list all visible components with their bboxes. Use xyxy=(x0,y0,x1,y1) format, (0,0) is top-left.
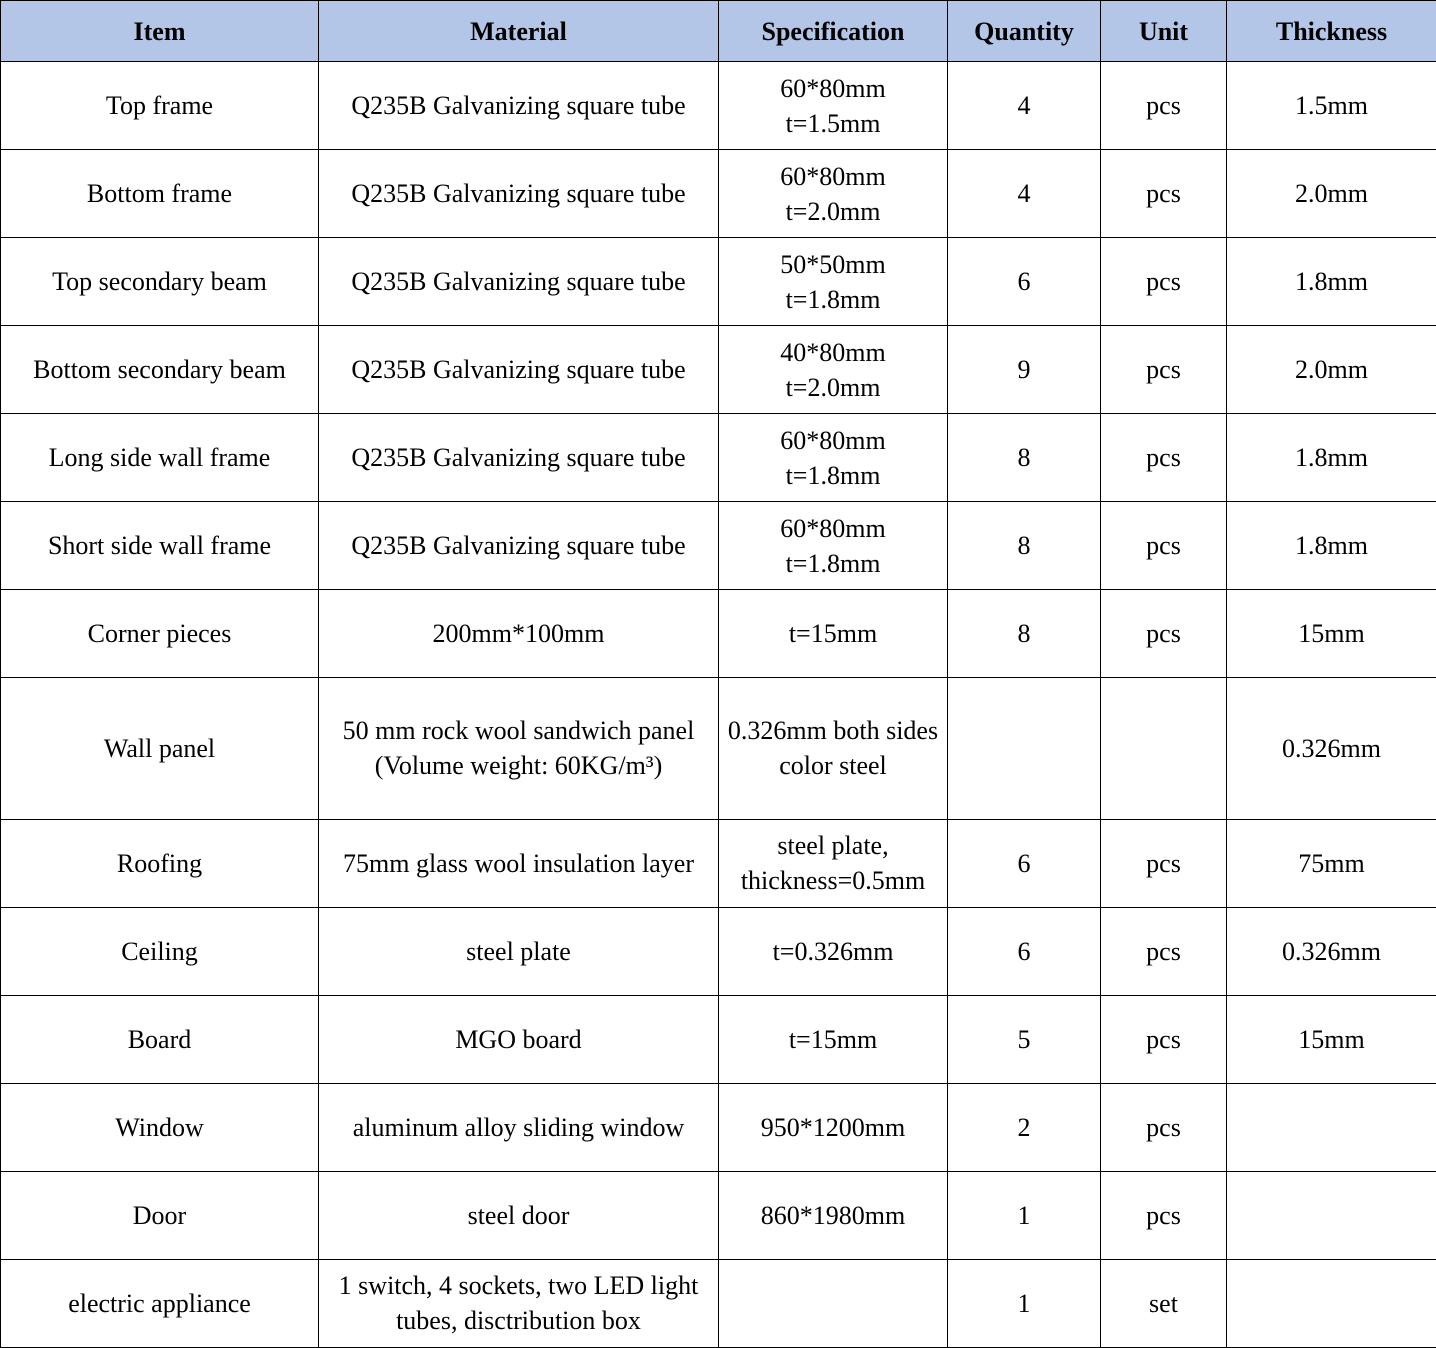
unit-cell: pcs xyxy=(1101,150,1227,238)
specification-cell-line: 50*50mm xyxy=(780,249,886,279)
unit-cell: pcs xyxy=(1101,819,1227,907)
material-cell xyxy=(319,678,719,819)
specification-cell xyxy=(719,502,948,590)
specification-cell-line: 60*80mm xyxy=(780,161,886,191)
specification-cell xyxy=(719,1083,948,1171)
unit-cell: pcs xyxy=(1101,502,1227,590)
item-cell: Ceiling xyxy=(1,907,319,995)
table-row xyxy=(1,678,1436,819)
item-cell: Long side wall frame xyxy=(1,414,319,502)
unit-cell: pcs xyxy=(1101,414,1227,502)
quantity-cell: 9 xyxy=(948,326,1101,414)
specification-cell xyxy=(719,238,948,326)
table-row xyxy=(1,1259,1436,1347)
specification-cell-line: t=2.0mm xyxy=(785,196,881,226)
material-cell-line: 75mm glass wool insulation layer xyxy=(343,848,694,878)
specification-cell-line: steel plate, xyxy=(777,831,889,861)
table-row xyxy=(1,414,1436,502)
thickness-cell: 0.326mm xyxy=(1227,678,1436,819)
specification-cell-line: t=1.5mm xyxy=(785,108,881,138)
material-cell-line: 1 switch, 4 sockets, two LED light xyxy=(338,1271,699,1301)
material-cell xyxy=(319,238,719,326)
header-thickness: Thickness xyxy=(1227,1,1436,62)
item-cell: Top frame xyxy=(1,62,319,150)
quantity-cell xyxy=(948,678,1101,819)
thickness-cell xyxy=(1227,1259,1436,1347)
quantity-cell: 1 xyxy=(948,1171,1101,1259)
specification-cell-line: t=2.0mm xyxy=(785,372,881,402)
header-item: Item xyxy=(1,1,319,62)
specification-cell xyxy=(719,590,948,678)
unit-cell: pcs xyxy=(1101,590,1227,678)
material-cell xyxy=(319,502,719,590)
specification-cell-line: 40*80mm xyxy=(780,337,886,367)
item-cell: Short side wall frame xyxy=(1,502,319,590)
unit-cell: pcs xyxy=(1101,995,1227,1083)
material-cell-line: steel plate xyxy=(466,936,571,966)
quantity-cell: 4 xyxy=(948,62,1101,150)
item-cell: Window xyxy=(1,1083,319,1171)
specification-cell xyxy=(719,1259,948,1347)
item-cell: Wall panel xyxy=(1,678,319,819)
unit-cell: pcs xyxy=(1101,238,1227,326)
specification-cell xyxy=(719,414,948,502)
specification-cell xyxy=(719,1171,948,1259)
item-cell: Bottom secondary beam xyxy=(1,326,319,414)
header-unit: Unit xyxy=(1101,1,1227,62)
header-material: Material xyxy=(319,1,719,62)
material-cell-line: MGO board xyxy=(455,1024,582,1054)
material-cell xyxy=(319,819,719,907)
table-row xyxy=(1,150,1436,238)
specification-cell xyxy=(719,326,948,414)
specification-cell-line: t=15mm xyxy=(788,619,878,649)
material-cell xyxy=(319,995,719,1083)
specification-cell xyxy=(719,678,948,819)
header-row xyxy=(1,1,1436,62)
material-cell xyxy=(319,414,719,502)
thickness-cell: 1.8mm xyxy=(1227,414,1436,502)
thickness-cell: 1.5mm xyxy=(1227,62,1436,150)
item-cell: Roofing xyxy=(1,819,319,907)
specification-cell-line: color steel xyxy=(779,751,887,781)
specification-cell xyxy=(719,150,948,238)
item-cell: electric appliance xyxy=(1,1259,319,1347)
item-cell: Top secondary beam xyxy=(1,238,319,326)
thickness-cell xyxy=(1227,1083,1436,1171)
material-cell-line: Q235B Galvanizing square tube xyxy=(351,443,686,473)
table-row xyxy=(1,62,1436,150)
material-cell xyxy=(319,150,719,238)
material-cell-line: (Volume weight: 60KG/m³) xyxy=(374,751,663,781)
specification-cell xyxy=(719,62,948,150)
unit-cell: set xyxy=(1101,1259,1227,1347)
material-cell xyxy=(319,1083,719,1171)
thickness-cell: 1.8mm xyxy=(1227,502,1436,590)
table-row xyxy=(1,590,1436,678)
material-cell-line: 50 mm rock wool sandwich panel xyxy=(342,716,695,746)
specification-cell-line: 60*80mm xyxy=(780,425,886,455)
table-row xyxy=(1,1083,1436,1171)
quantity-cell: 8 xyxy=(948,502,1101,590)
quantity-cell: 6 xyxy=(948,238,1101,326)
unit-cell: pcs xyxy=(1101,326,1227,414)
material-cell xyxy=(319,326,719,414)
specification-cell-line: 60*80mm xyxy=(780,513,886,543)
material-cell-line: aluminum alloy sliding window xyxy=(352,1112,685,1142)
specification-cell xyxy=(719,995,948,1083)
unit-cell: pcs xyxy=(1101,1083,1227,1171)
specification-cell-line: 0.326mm both sides xyxy=(727,716,939,746)
thickness-cell: 0.326mm xyxy=(1227,907,1436,995)
header-specification: Specification xyxy=(719,1,948,62)
specification-cell xyxy=(719,819,948,907)
table-row xyxy=(1,1171,1436,1259)
thickness-cell: 15mm xyxy=(1227,995,1436,1083)
specification-cell-line: t=1.8mm xyxy=(785,548,881,578)
quantity-cell: 4 xyxy=(948,150,1101,238)
table-row xyxy=(1,326,1436,414)
material-cell-line: tubes, disctribution box xyxy=(396,1306,641,1336)
thickness-cell: 2.0mm xyxy=(1227,150,1436,238)
material-cell-line: Q235B Galvanizing square tube xyxy=(351,91,686,121)
unit-cell xyxy=(1101,678,1227,819)
quantity-cell: 1 xyxy=(948,1259,1101,1347)
material-cell xyxy=(319,62,719,150)
specification-cell-line: t=1.8mm xyxy=(785,284,881,314)
table-row xyxy=(1,907,1436,995)
specification-cell-line: t=15mm xyxy=(788,1024,878,1054)
table-row xyxy=(1,502,1436,590)
material-cell xyxy=(319,1259,719,1347)
table-row xyxy=(1,238,1436,326)
material-cell-line: steel door xyxy=(467,1200,570,1230)
item-cell: Corner pieces xyxy=(1,590,319,678)
quantity-cell: 6 xyxy=(948,907,1101,995)
item-cell: Door xyxy=(1,1171,319,1259)
material-cell-line: Q235B Galvanizing square tube xyxy=(351,355,686,385)
quantity-cell: 2 xyxy=(948,1083,1101,1171)
quantity-cell: 5 xyxy=(948,995,1101,1083)
unit-cell: pcs xyxy=(1101,907,1227,995)
quantity-cell: 8 xyxy=(948,590,1101,678)
material-cell xyxy=(319,907,719,995)
material-cell xyxy=(319,1171,719,1259)
specification-cell-line: t=1.8mm xyxy=(785,460,881,490)
table-body xyxy=(1,62,1436,1348)
specification-cell-line: thickness=0.5mm xyxy=(740,866,926,896)
unit-cell: pcs xyxy=(1101,62,1227,150)
unit-cell: pcs xyxy=(1101,1171,1227,1259)
material-cell-line: 200mm*100mm xyxy=(432,619,605,649)
thickness-cell: 15mm xyxy=(1227,590,1436,678)
thickness-cell: 75mm xyxy=(1227,819,1436,907)
quantity-cell: 8 xyxy=(948,414,1101,502)
material-cell-line: Q235B Galvanizing square tube xyxy=(351,179,686,209)
thickness-cell: 2.0mm xyxy=(1227,326,1436,414)
thickness-cell: 1.8mm xyxy=(1227,238,1436,326)
item-cell: Board xyxy=(1,995,319,1083)
specification-cell-line: 60*80mm xyxy=(780,73,886,103)
header-quantity: Quantity xyxy=(948,1,1101,62)
specification-cell-line: 950*1200mm xyxy=(760,1112,906,1142)
table-row xyxy=(1,819,1436,907)
material-cell xyxy=(319,590,719,678)
table-row xyxy=(1,995,1436,1083)
item-cell: Bottom frame xyxy=(1,150,319,238)
thickness-cell xyxy=(1227,1171,1436,1259)
material-cell-line: Q235B Galvanizing square tube xyxy=(351,267,686,297)
specification-cell-line: 860*1980mm xyxy=(760,1200,906,1230)
specification-cell xyxy=(719,907,948,995)
material-cell-line: Q235B Galvanizing square tube xyxy=(351,531,686,561)
specification-cell-line: t=0.326mm xyxy=(772,936,894,966)
quantity-cell: 6 xyxy=(948,819,1101,907)
